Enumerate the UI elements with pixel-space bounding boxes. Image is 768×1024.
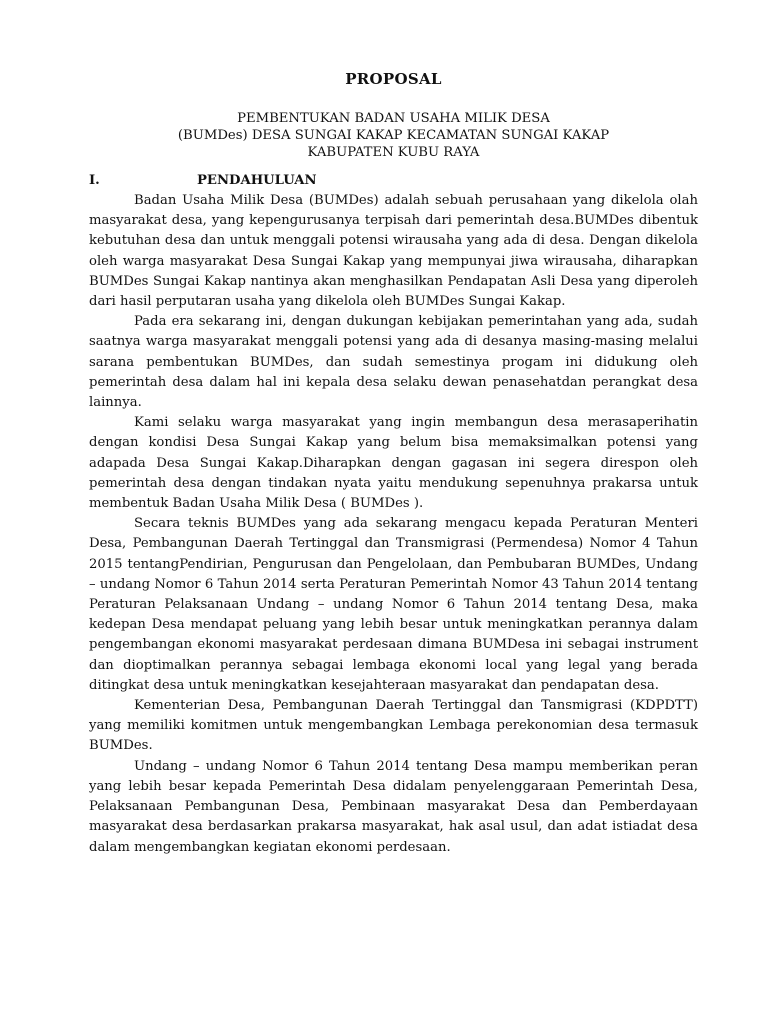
paragraph: Kami selaku warga masyarakat yang ingin membangun desa merasaperihatin dengan kondisi Desa Sungai Kakap yang belum bisa memaksimalkan potensi yang adapada Desa Sungai Kakap.Diharapkan dengan gagasan ini segera direspon oleh pemerintah desa dengan tindakan nyata yaitu mendukung sepenuhnya prakarsa untuk membentuk Badan Usaha Milik Desa ( BUMDes ). xyxy=(89,415,698,512)
paragraph: Undang – undang Nomor 6 Tahun 2014 tentang Desa mampu memberikan peran yang lebih besar kepada Pemerintah Desa didalam penyelenggaraan Pemerintah Desa, Pelaksanaan Pembangunan Desa, Pembinaan masyarakat Desa dan Pemberdayaan masyarakat desa berdasarkan prakarsa masyarakat, hak asal usul, dan adat istiadat desa dalam mengembangkan kegiatan ekonomi perdesaan. xyxy=(89,758,698,855)
paragraph: Badan Usaha Milik Desa (BUMDes) adalah sebuah perusahaan yang dikelola olah masyarakat desa, yang kepengurusanya terpisah dari pemerintah desa.BUMDes dibentuk kebutuhan desa dan untuk menggali potensi wirausaha yang ada di desa. Dengan dikelola oleh warga masyarakat Desa Sungai Kakap yang mempunyai jiwa wirausaha, diharapkan BUMDes Sungai Kakap nantinya akan menghasilkan Pendapatan Asli Desa yang diperoleh dari hasil perputaran usaha yang dikelola oleh BUMDes Sungai Kakap. xyxy=(89,193,698,310)
subtitle-line: (BUMDes) DESA SUNGAI KAKAP KECAMATAN SUNGAI KAKAP xyxy=(177,128,610,143)
section-title: PENDAHULUAN xyxy=(197,173,317,188)
paragraph: Secara teknis BUMDes yang ada sekarang mengacu kepada Peraturan Menteri Desa, Pembangunan Daerah Tertinggal dan Transmigrasi (Permendesa) Nomor 4 Tahun 2015 tentangPendirian, Pengurusan dan Pengelolaan, dan Pembubaran BUMDes, Undang – undang Nomor 6 Tahun 2014 serta Peraturan Pemerintah Nomor 43 Tahun 2014 tentang Peraturan Pelaksanaan Undang – undang Nomor 6 Tahun 2014 tentang Desa, maka kedepan Desa mendapat peluang yang lebih besar untuk meningkatkan perannya dalam pengembangan ekonomi masyarakat perdesaan dimana BUMDesa ini sebagai instrument dan dioptimalkan perannya sebagai lembaga ekonomi local yang legal yang berada ditingkat desa untuk meningkatkan kesejahteraan masyarakat dan pendapatan desa. xyxy=(89,516,698,693)
section-number: I. xyxy=(89,173,100,188)
document-subtitle xyxy=(89,110,698,161)
document-title: PROPOSAL xyxy=(345,70,442,88)
paragraph: Kementerian Desa, Pembangunan Daerah Tertinggal dan Tansmigrasi (KDPDTT) yang memiliki komitmen untuk mengembangkan Lembaga perekonomian desa termasuk BUMDes. xyxy=(89,698,698,754)
subtitle-line: PEMBENTUKAN BADAN USAHA MILIK DESA xyxy=(237,111,550,126)
body-text xyxy=(89,191,698,858)
paragraph: Pada era sekarang ini, dengan dukungan kebijakan pemerintahan yang ada, sudah saatnya warga masyarakat menggali potensi yang ada di desanya masing-masing melalui sarana pembentukan BUMDes, dan sudah semestinya progam ini didukung oleh pemerintah desa dalam hal ini kepala desa selaku dewan penasehatdan perangkat desa lainnya. xyxy=(89,314,698,411)
section-heading xyxy=(89,173,698,188)
subtitle-line: KABUPATEN KUBU RAYA xyxy=(307,145,480,160)
